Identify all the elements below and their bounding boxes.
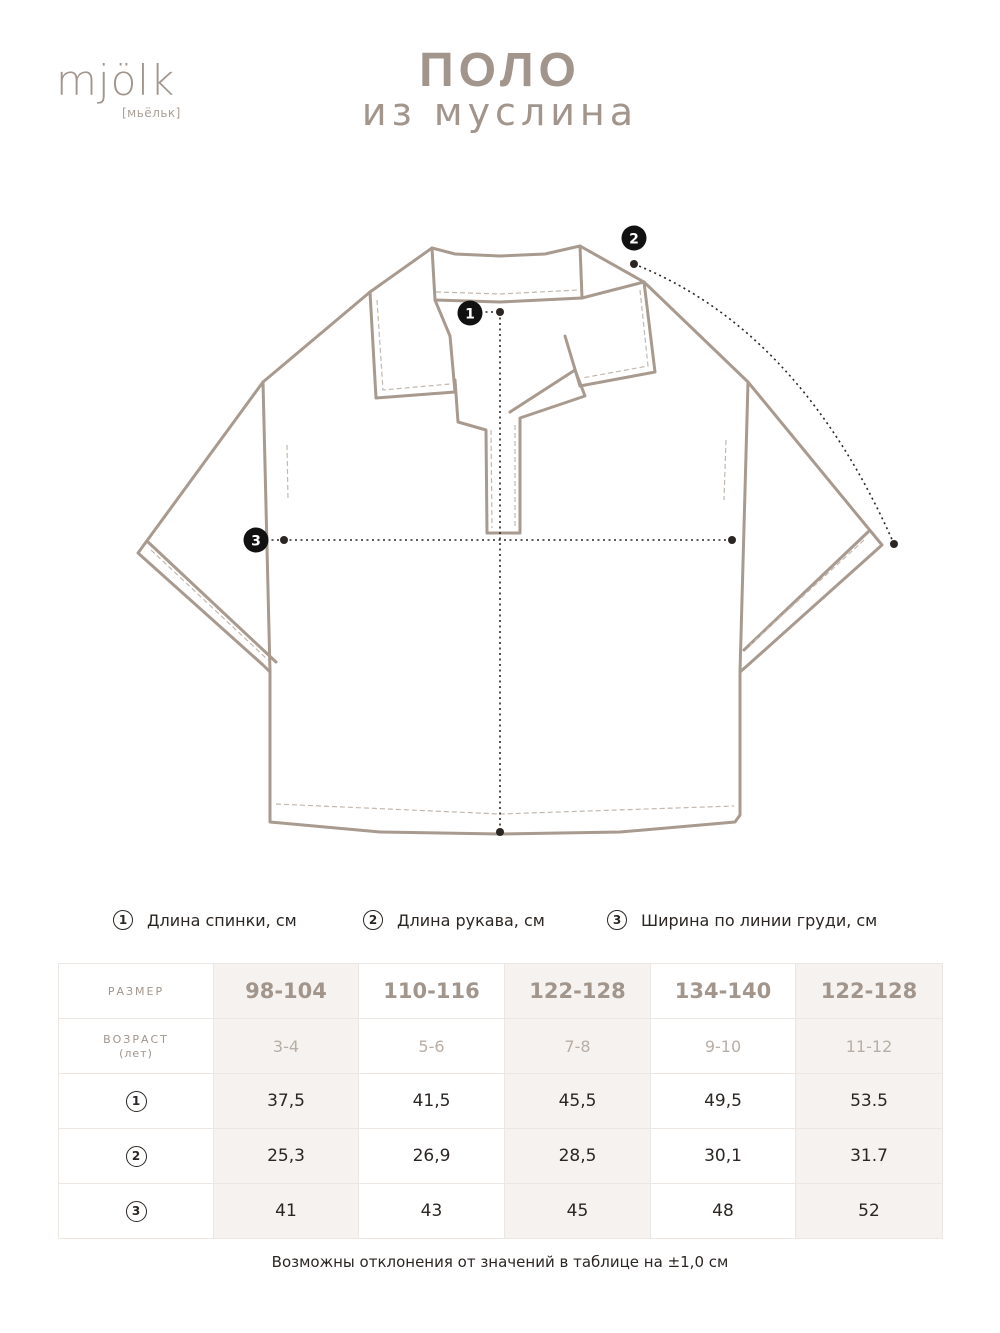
age-cell: 11-12: [796, 1019, 943, 1074]
page-title: ПОЛО: [419, 44, 581, 97]
polo-shirt-drawing: [0, 200, 1000, 860]
cuff-left: [148, 542, 276, 662]
size-header: РАЗМЕР: [59, 964, 214, 1019]
value-cell: 30,1: [651, 1129, 796, 1184]
measurement-legend: [0, 905, 1000, 935]
marker-2: [622, 226, 647, 251]
value-cell: 53.5: [796, 1074, 943, 1129]
legend-item-back-length: [113, 905, 297, 935]
value-cell: 31.7: [796, 1129, 943, 1184]
page-subtitle: из муслина: [361, 90, 639, 134]
marker-1: [458, 301, 483, 326]
value-cell: 49,5: [651, 1074, 796, 1129]
stitch-cuff-right: [750, 540, 864, 645]
stitch-collar-stand: [436, 290, 578, 294]
tolerance-note: Возможны отклонения от значений в таблице на ±1,0 см: [271, 1253, 729, 1271]
table-row-back-length: [59, 1074, 943, 1129]
table-row-sleeve-length: [59, 1129, 943, 1184]
row-number-cell: [59, 1074, 214, 1129]
legend-number: 1: [113, 910, 133, 930]
brand-name: mjölk: [56, 56, 176, 105]
stitch-side-right: [724, 440, 726, 500]
stitch-hem: [276, 804, 734, 814]
marker-3-label: 3: [251, 533, 261, 550]
value-cell: 26,9: [359, 1129, 505, 1184]
cuff-right: [744, 532, 868, 650]
age-header: [59, 1019, 214, 1074]
size-chart-table: [58, 963, 943, 1239]
stitch-cuff-left: [151, 550, 268, 660]
value-cell: 52: [796, 1184, 943, 1239]
placket: [455, 370, 585, 533]
row-number: 1: [126, 1091, 147, 1112]
age-header-label: ВОЗРАСТ: [103, 1032, 169, 1046]
table-row-sizes: [59, 964, 943, 1019]
size-cell: 110-116: [359, 964, 505, 1019]
legend-number: 3: [607, 910, 627, 930]
value-cell: 45,5: [505, 1074, 651, 1129]
row-number: 2: [126, 1146, 147, 1167]
value-cell: 41,5: [359, 1074, 505, 1129]
row-number-cell: [59, 1184, 214, 1239]
stitch-collar-right: [582, 290, 648, 378]
age-cell: 7-8: [505, 1019, 651, 1074]
side-seam-right: [740, 382, 748, 672]
size-cell: 98-104: [214, 964, 359, 1019]
sleeve-length-line: [634, 264, 894, 544]
side-seam-left: [263, 382, 270, 672]
size-cell: 122-128: [796, 964, 943, 1019]
legend-item-chest-width: [607, 905, 877, 935]
legend-label: Длина рукава, см: [397, 910, 545, 930]
value-cell: 48: [651, 1184, 796, 1239]
size-cell: 122-128: [505, 964, 651, 1019]
value-cell: 43: [359, 1184, 505, 1239]
value-cell: 25,3: [214, 1129, 359, 1184]
marker-1-label: 1: [465, 306, 475, 323]
age-cell: 9-10: [651, 1019, 796, 1074]
stitch-placket: [491, 425, 515, 528]
value-cell: 41: [214, 1184, 359, 1239]
age-cell: 5-6: [359, 1019, 505, 1074]
legend-number: 2: [363, 910, 383, 930]
stitch-side-left: [287, 445, 288, 500]
row-number: 3: [126, 1201, 147, 1222]
value-cell: 37,5: [214, 1074, 359, 1129]
age-cell: 3-4: [214, 1019, 359, 1074]
legend-label: Ширина по линии груди, см: [641, 910, 878, 930]
legend-item-sleeve-length: [363, 905, 545, 935]
value-cell: 28,5: [505, 1129, 651, 1184]
brand-pronunciation: [мьёльк]: [122, 106, 181, 120]
row-number-cell: [59, 1129, 214, 1184]
size-cell: 134-140: [651, 964, 796, 1019]
age-header-unit: (лет): [119, 1046, 153, 1060]
table-row-ages: [59, 1019, 943, 1074]
table-row-chest-width: [59, 1184, 943, 1239]
value-cell: 45: [505, 1184, 651, 1239]
marker-3: [244, 528, 269, 553]
legend-label: Длина спинки, см: [147, 910, 297, 930]
marker-2-label: 2: [629, 231, 639, 248]
